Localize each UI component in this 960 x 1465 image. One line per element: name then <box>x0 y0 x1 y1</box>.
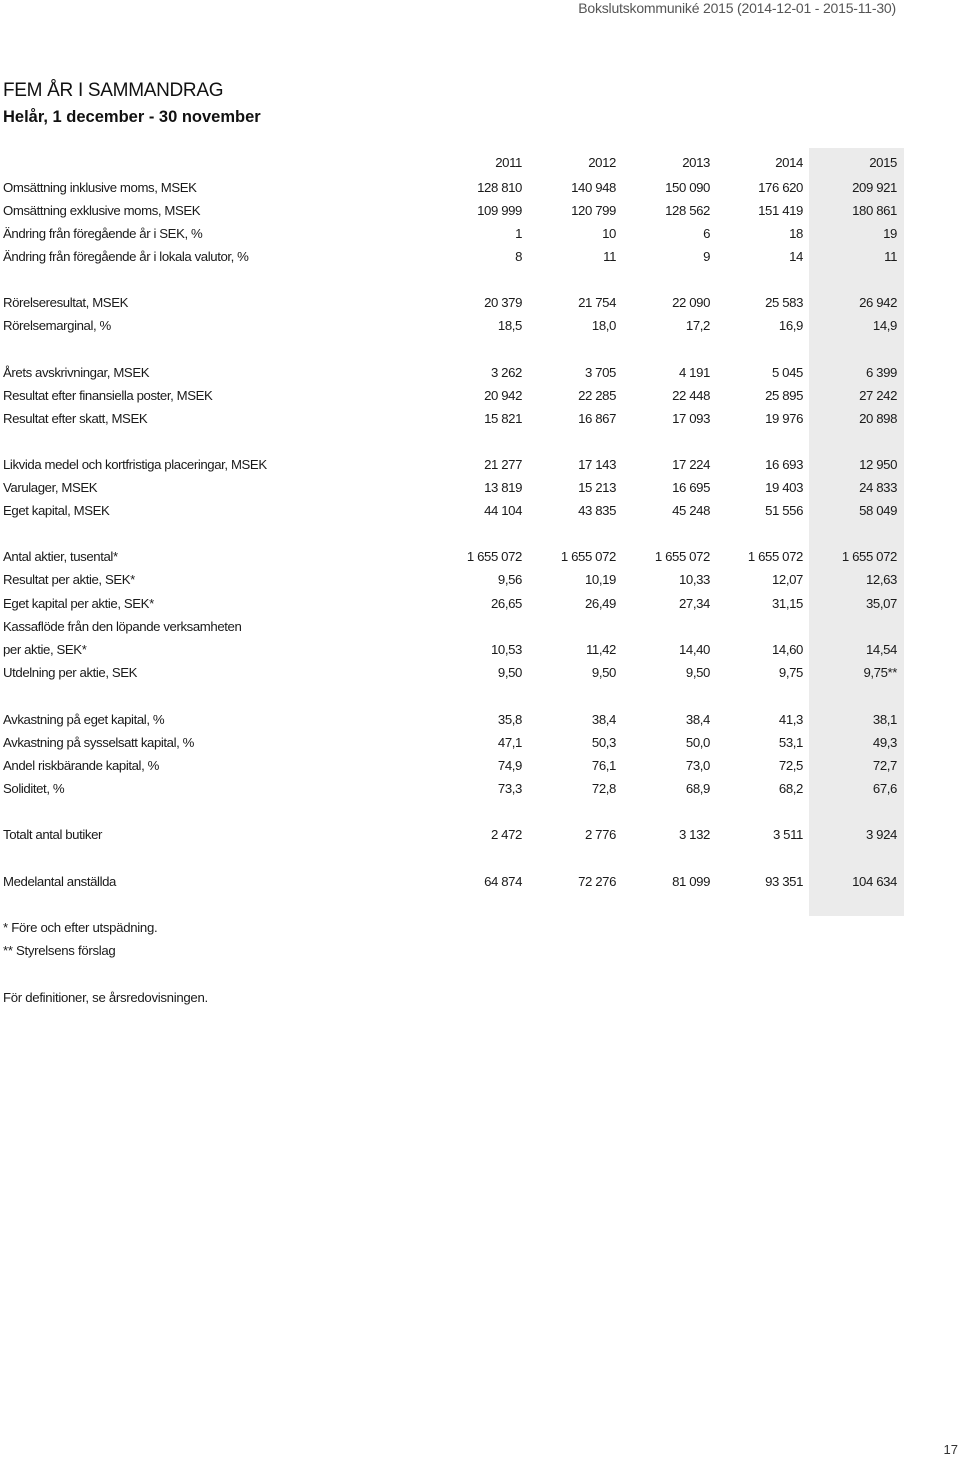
cell-value: 6 399 <box>865 365 897 380</box>
row-label: Andel riskbärande kapital, % <box>3 758 159 773</box>
cell-value: 14,9 <box>872 318 897 333</box>
cell-value: 93 351 <box>765 874 803 889</box>
cell-value: 72,5 <box>778 758 803 773</box>
row-label: Resultat efter skatt, MSEK <box>3 411 148 426</box>
cell-value: 31,15 <box>771 596 803 611</box>
cell-value: 13 819 <box>484 480 522 495</box>
cell-value: 19 403 <box>765 480 803 495</box>
cell-value: 18,5 <box>497 318 522 333</box>
cell-value: 104 634 <box>852 874 897 889</box>
cell-value: 38,1 <box>872 712 897 727</box>
cell-value: 12,07 <box>771 572 803 587</box>
cell-value: 16 695 <box>672 480 710 495</box>
cell-value: 151 419 <box>758 203 803 218</box>
cell-value: 47,1 <box>497 735 522 750</box>
cell-value: 22 448 <box>672 388 710 403</box>
cell-value: 22 090 <box>672 295 710 310</box>
cell-value: 3 262 <box>490 365 522 380</box>
year-header: 2013 <box>682 155 710 170</box>
table-row <box>0 642 960 664</box>
cell-value: 14,54 <box>865 642 897 657</box>
cell-value: 67,6 <box>872 781 897 796</box>
table-row <box>0 411 960 433</box>
row-label: Årets avskrivningar, MSEK <box>3 365 150 380</box>
cell-value: 11 <box>603 249 616 264</box>
table-row <box>0 827 960 849</box>
cell-value: 20 898 <box>859 411 897 426</box>
cell-value: 17 224 <box>672 457 710 472</box>
page-subtitle: Helår, 1 december - 30 november <box>3 108 261 126</box>
table-row <box>0 388 960 410</box>
cell-value: 10,53 <box>490 642 522 657</box>
table-row <box>0 619 960 641</box>
table-row <box>0 365 960 387</box>
row-label: Ändring från föregående år i SEK, % <box>3 226 203 241</box>
table-row <box>0 318 960 340</box>
cell-value: 12 950 <box>859 457 897 472</box>
cell-value: 64 874 <box>484 874 522 889</box>
cell-value: 9,50 <box>685 665 710 680</box>
cell-value: 38,4 <box>685 712 710 727</box>
table-row <box>0 712 960 734</box>
cell-value: 26,49 <box>584 596 616 611</box>
cell-value: 49,3 <box>872 735 897 750</box>
cell-value: 26 942 <box>859 295 897 310</box>
cell-value: 43 835 <box>578 503 616 518</box>
cell-value: 14 <box>789 249 803 264</box>
footnote-board-proposal: ** Styrelsens förslag <box>3 943 116 958</box>
cell-value: 45 248 <box>672 503 710 518</box>
cell-value: 1 655 072 <box>466 549 522 564</box>
cell-value: 1 655 072 <box>560 549 616 564</box>
cell-value: 9,56 <box>497 572 522 587</box>
table-row <box>0 596 960 618</box>
row-label: Eget kapital per aktie, SEK* <box>3 596 154 611</box>
table-row <box>0 480 960 502</box>
cell-value: 21 754 <box>578 295 616 310</box>
footnote-dilution: * Före och efter utspädning. <box>3 920 158 935</box>
table-row <box>0 457 960 479</box>
cell-value: 20 379 <box>484 295 522 310</box>
cell-value: 3 132 <box>678 827 710 842</box>
cell-value: 16 693 <box>765 457 803 472</box>
cell-value: 16,9 <box>778 318 803 333</box>
cell-value: 109 999 <box>477 203 522 218</box>
cell-value: 3 924 <box>865 827 897 842</box>
cell-value: 35,8 <box>497 712 522 727</box>
cell-value: 1 655 072 <box>747 549 803 564</box>
cell-value: 73,3 <box>497 781 522 796</box>
cell-value: 2 472 <box>490 827 522 842</box>
cell-value: 25 895 <box>765 388 803 403</box>
cell-value: 12,63 <box>865 572 897 587</box>
cell-value: 76,1 <box>591 758 616 773</box>
row-label: Soliditet, % <box>3 781 65 796</box>
cell-value: 17,2 <box>685 318 710 333</box>
year-header: 2011 <box>495 155 522 170</box>
row-label: Omsättning inklusive moms, MSEK <box>3 180 197 195</box>
row-label: Ändring från föregående år i lokala valutor, % <box>3 249 249 264</box>
page-number: 17 <box>943 1442 958 1457</box>
cell-value: 27 242 <box>859 388 897 403</box>
cell-value: 140 948 <box>571 180 616 195</box>
cell-value: 16 867 <box>578 411 616 426</box>
cell-value: 18,0 <box>591 318 616 333</box>
cell-value: 38,4 <box>591 712 616 727</box>
cell-value: 180 861 <box>852 203 897 218</box>
table-row <box>0 249 960 271</box>
cell-value: 25 583 <box>765 295 803 310</box>
cell-value: 14,60 <box>771 642 803 657</box>
cell-value: 176 620 <box>758 180 803 195</box>
cell-value: 209 921 <box>852 180 897 195</box>
row-label: Eget kapital, MSEK <box>3 503 110 518</box>
cell-value: 51 556 <box>765 503 803 518</box>
cell-value: 8 <box>515 249 522 264</box>
cell-value: 26,65 <box>490 596 522 611</box>
cell-value: 24 833 <box>859 480 897 495</box>
row-label: Varulager, MSEK <box>3 480 98 495</box>
table-row <box>0 203 960 225</box>
cell-value: 10,19 <box>584 572 616 587</box>
year-header: 2015 <box>869 155 897 170</box>
row-label: Utdelning per aktie, SEK <box>3 665 138 680</box>
year-header-row <box>0 155 960 177</box>
cell-value: 3 705 <box>584 365 616 380</box>
table-row <box>0 735 960 757</box>
table-row <box>0 781 960 803</box>
year-header: 2012 <box>588 155 616 170</box>
table-row <box>0 874 960 896</box>
row-label: Likvida medel och kortfristiga placeringar, MSEK <box>3 457 267 472</box>
cell-value: 73,0 <box>685 758 710 773</box>
cell-value: 9,75 <box>778 665 803 680</box>
table-row <box>0 503 960 525</box>
cell-value: 2 776 <box>584 827 616 842</box>
cell-value: 1 655 072 <box>841 549 897 564</box>
cell-value: 120 799 <box>571 203 616 218</box>
table-row <box>0 295 960 317</box>
row-label: Omsättning exklusive moms, MSEK <box>3 203 201 218</box>
row-label: Medelantal anställda <box>3 874 116 889</box>
cell-value: 5 045 <box>771 365 803 380</box>
cell-value: 27,34 <box>678 596 710 611</box>
page-title: FEM ÅR I SAMMANDRAG <box>3 80 224 101</box>
year-header: 2014 <box>775 155 803 170</box>
cell-value: 9,75** <box>863 665 897 680</box>
cell-value: 44 104 <box>484 503 522 518</box>
cell-value: 4 191 <box>678 365 710 380</box>
cell-value: 21 277 <box>484 457 522 472</box>
row-label: Totalt antal butiker <box>3 827 103 842</box>
cell-value: 72,7 <box>872 758 897 773</box>
cell-value: 9,50 <box>591 665 616 680</box>
row-label: Resultat per aktie, SEK* <box>3 572 135 587</box>
cell-value: 150 090 <box>665 180 710 195</box>
cell-value: 68,9 <box>685 781 710 796</box>
row-label: Antal aktier, tusental* <box>3 549 118 564</box>
cell-value: 10,33 <box>678 572 710 587</box>
footnote-definitions: För definitioner, se årsredovisningen. <box>3 990 208 1005</box>
cell-value: 11,42 <box>585 642 616 657</box>
cell-value: 15 213 <box>578 480 616 495</box>
cell-value: 17 093 <box>672 411 710 426</box>
cell-value: 15 821 <box>484 411 522 426</box>
row-label: per aktie, SEK* <box>3 642 87 657</box>
cell-value: 41,3 <box>778 712 803 727</box>
cell-value: 14,40 <box>678 642 710 657</box>
table-row <box>0 758 960 780</box>
cell-value: 20 942 <box>484 388 522 403</box>
row-label: Resultat efter finansiella poster, MSEK <box>3 388 213 403</box>
cell-value: 3 511 <box>772 827 803 842</box>
row-label: Kassaflöde från den löpande verksamheten <box>3 619 242 634</box>
cell-value: 19 <box>883 226 897 241</box>
table-row <box>0 180 960 202</box>
table-row <box>0 549 960 571</box>
cell-value: 58 049 <box>859 503 897 518</box>
cell-value: 128 810 <box>477 180 522 195</box>
cell-value: 50,0 <box>685 735 710 750</box>
document-header-title: Bokslutskommuniké 2015 (2014-12-01 - 2015-11-30) <box>578 0 896 16</box>
cell-value: 9 <box>703 249 710 264</box>
cell-value: 1 655 072 <box>654 549 710 564</box>
cell-value: 50,3 <box>591 735 616 750</box>
cell-value: 35,07 <box>865 596 897 611</box>
cell-value: 72 276 <box>578 874 616 889</box>
cell-value: 11 <box>884 249 897 264</box>
table-row <box>0 226 960 248</box>
cell-value: 68,2 <box>778 781 803 796</box>
cell-value: 72,8 <box>591 781 616 796</box>
table-row <box>0 572 960 594</box>
row-label: Avkastning på eget kapital, % <box>3 712 165 727</box>
cell-value: 53,1 <box>778 735 803 750</box>
row-label: Rörelsemarginal, % <box>3 318 111 333</box>
table-row <box>0 665 960 687</box>
cell-value: 1 <box>515 226 522 241</box>
cell-value: 22 285 <box>578 388 616 403</box>
cell-value: 17 143 <box>578 457 616 472</box>
cell-value: 74,9 <box>497 758 522 773</box>
cell-value: 18 <box>789 226 803 241</box>
cell-value: 19 976 <box>765 411 803 426</box>
row-label: Avkastning på sysselsatt kapital, % <box>3 735 194 750</box>
cell-value: 81 099 <box>672 874 710 889</box>
row-label: Rörelseresultat, MSEK <box>3 295 128 310</box>
cell-value: 128 562 <box>665 203 710 218</box>
cell-value: 10 <box>602 226 616 241</box>
cell-value: 6 <box>703 226 710 241</box>
cell-value: 9,50 <box>497 665 522 680</box>
